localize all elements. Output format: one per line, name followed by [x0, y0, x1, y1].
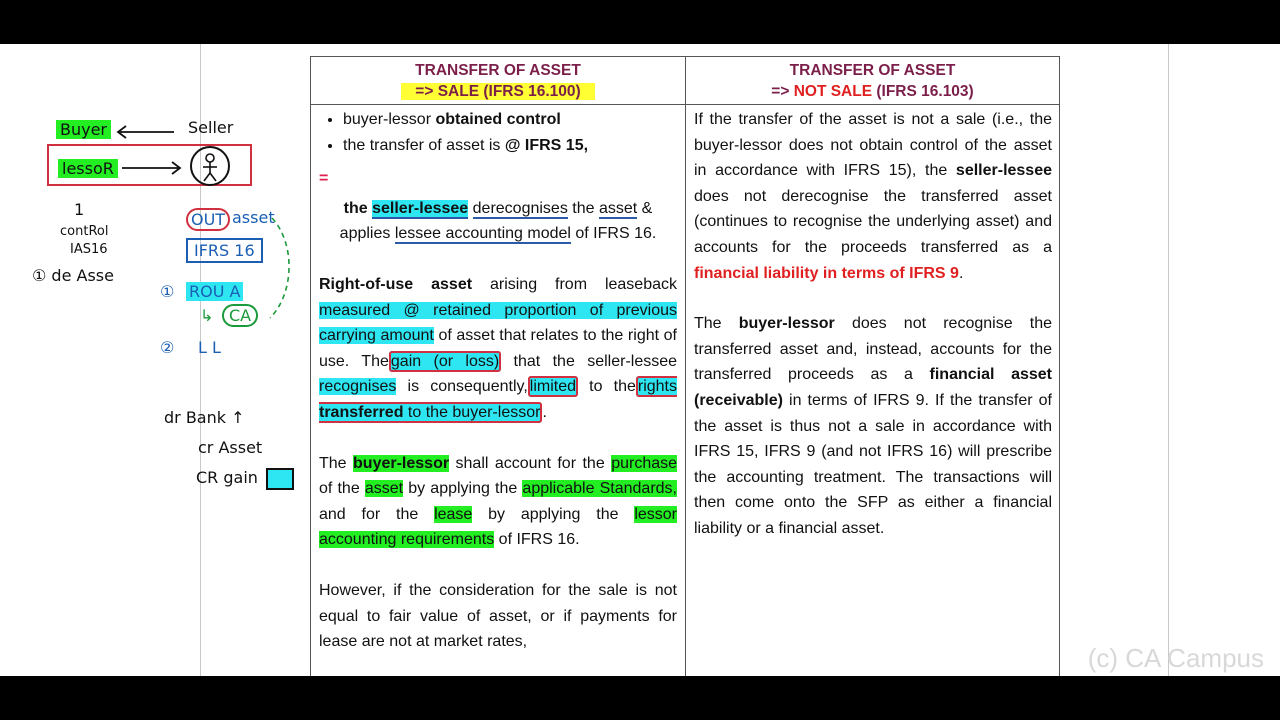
arrow-left-icon — [114, 124, 178, 140]
note-ca: CA — [222, 304, 258, 327]
sale-paragraph-4: However, if the consideration for the sale is not equal to fair value of asset, or if payments for lease are not at market rates, — [319, 581, 677, 651]
text: . — [958, 264, 964, 282]
list-item — [343, 107, 677, 133]
hl-lessor-requirements: lessor accounting requirements — [319, 505, 677, 549]
header-not-sale-title: TRANSFER OF ASSET — [789, 62, 956, 79]
sale-column — [319, 107, 677, 676]
ref-suffix: (IFRS 16.103) — [872, 83, 974, 100]
hl-gain-loss: gain (or loss) — [390, 352, 500, 370]
ul-derecognises: derecognises — [472, 199, 568, 217]
hl-purchase: purchase — [611, 454, 678, 472]
note-ifrs16: IFRS 16 — [186, 238, 263, 263]
text: The — [694, 315, 739, 333]
text — [468, 200, 472, 217]
hl-recognises: recognises — [319, 378, 397, 396]
note-buyer: Buyer — [56, 120, 111, 139]
text: that the seller-lessee — [501, 352, 678, 370]
text: of the — [319, 480, 365, 498]
note-gain-box — [266, 468, 294, 490]
equals-sign: = — [319, 170, 329, 188]
document-page — [0, 44, 1280, 676]
text: & applies — [339, 199, 653, 243]
watermark: (c) CA Campus — [1087, 643, 1264, 673]
page-guide-line — [1168, 44, 1169, 676]
text: does not recognise the transferred asset and, instead, accounts for the transferred proceeds as a — [694, 315, 1052, 384]
note-asset: asset — [232, 208, 275, 227]
note-de-asse: ① de Asse — [32, 266, 114, 285]
text: The — [319, 454, 354, 472]
ref-prefix: => — [771, 83, 794, 100]
text: of IFRS 16. — [494, 531, 580, 549]
text-bold: buyer-lessor — [738, 315, 835, 333]
note-cr-gain: CR gain — [196, 468, 258, 487]
hl-standards: applicable Standards, — [522, 480, 677, 498]
text: rights — [637, 378, 677, 396]
dashed-curve — [266, 214, 296, 324]
note-ll: L L — [198, 338, 221, 357]
text: to the buyer-lessor — [403, 403, 541, 421]
text: the transfer of asset is — [343, 136, 505, 154]
ul-asset: asset — [598, 199, 638, 217]
text: to the — [578, 378, 636, 396]
header-sale-ref: => SALE (IFRS 16.100) — [401, 83, 594, 100]
text: in terms of IFRS 9. If the transfer of the asset is thus not a sale in accordance with IFRS 15, IFRS 9 (and not IFRS 16) will prescribe the accounting treatment. The transactions will then come onto the SFP as either a financial liability or a financial asset. — [694, 391, 1052, 537]
text: buyer-lessor — [343, 111, 436, 128]
text: and for the — [319, 505, 435, 523]
sale-paragraph-3 — [319, 451, 677, 553]
text-bold: seller-lessee — [955, 162, 1052, 180]
hl-seller-lessee: seller-lessee — [372, 199, 469, 217]
hl-buyer-lessor: buyer-lessor — [353, 454, 450, 472]
page-guide-line — [200, 44, 201, 676]
header-not-sale-ref — [686, 81, 1059, 102]
hl-asset: asset — [364, 480, 404, 498]
text: does not derecognise the transferred asset (continues to recognise the underlying asset) and accounts for the proceeds transferred as a — [694, 187, 1052, 256]
not-sale-paragraph-1 — [694, 107, 1052, 286]
person-circle-icon — [188, 144, 232, 188]
text-bold: transferred — [319, 403, 404, 421]
hl-limited: limited — [529, 378, 576, 396]
note-num2: ② — [160, 338, 175, 357]
note-hook: ↳ — [200, 306, 214, 325]
note-cr-asset: cr Asset — [198, 438, 263, 457]
text: by applying the — [472, 505, 635, 523]
text: arising from leaseback — [472, 275, 677, 293]
text: of IFRS 16. — [570, 225, 657, 243]
text: is consequently, — [396, 378, 528, 396]
note-seller: Seller — [188, 118, 234, 137]
note-control: contRol — [60, 224, 109, 239]
text: by applying the — [403, 480, 523, 498]
text: shall account for the — [449, 454, 612, 472]
header-sale-title: TRANSFER OF ASSET — [415, 62, 581, 79]
note-lessor: lessoR — [58, 159, 118, 178]
note-num1: ① — [160, 282, 175, 301]
text-financial-liability: financial liability in terms of IFRS 9 — [694, 264, 959, 282]
list-item — [343, 133, 677, 159]
header-sale — [311, 57, 685, 104]
text: of asset that relates to the right of use. The — [319, 327, 677, 370]
ul-lessee-model: lessee accounting model — [394, 225, 571, 243]
text-bold: the — [343, 199, 373, 217]
hl-measured: measured @ retained proportion of previous carrying amount — [319, 301, 677, 345]
not-sale-column — [694, 107, 1052, 567]
note-ias16: IAS16 — [70, 242, 108, 257]
ref-not-sale: NOT SALE — [793, 83, 873, 100]
text-bold: @ IFRS 15, — [504, 136, 589, 154]
note-out: OUT — [186, 208, 230, 231]
not-sale-paragraph-2 — [694, 311, 1052, 541]
text: . — [542, 403, 547, 421]
header-divider — [311, 104, 1059, 105]
sale-paragraph-2 — [319, 272, 677, 426]
arrow-right-icon — [120, 160, 186, 176]
column-divider — [685, 57, 686, 676]
hl-lease: lease — [434, 505, 473, 523]
sale-bullets — [319, 107, 677, 158]
note-rou-a: ROU A — [186, 282, 243, 301]
text: the — [567, 199, 599, 217]
text: If the transfer of the asset is not a sale (i.e., the buyer-lessor does not obtain control of the asset in accordance with IFRS 15), the — [694, 111, 1052, 180]
header-not-sale — [686, 57, 1059, 104]
sale-paragraph-1 — [319, 196, 677, 247]
text-bold: Right-of-use asset — [319, 275, 473, 293]
text-bold: obtained control — [435, 111, 561, 128]
note-dr-bank: dr Bank ↑ — [164, 408, 245, 427]
comparison-table — [310, 56, 1060, 676]
note-one: 1 — [74, 200, 85, 219]
text-bold: financial asset (receivable) — [694, 366, 1052, 409]
